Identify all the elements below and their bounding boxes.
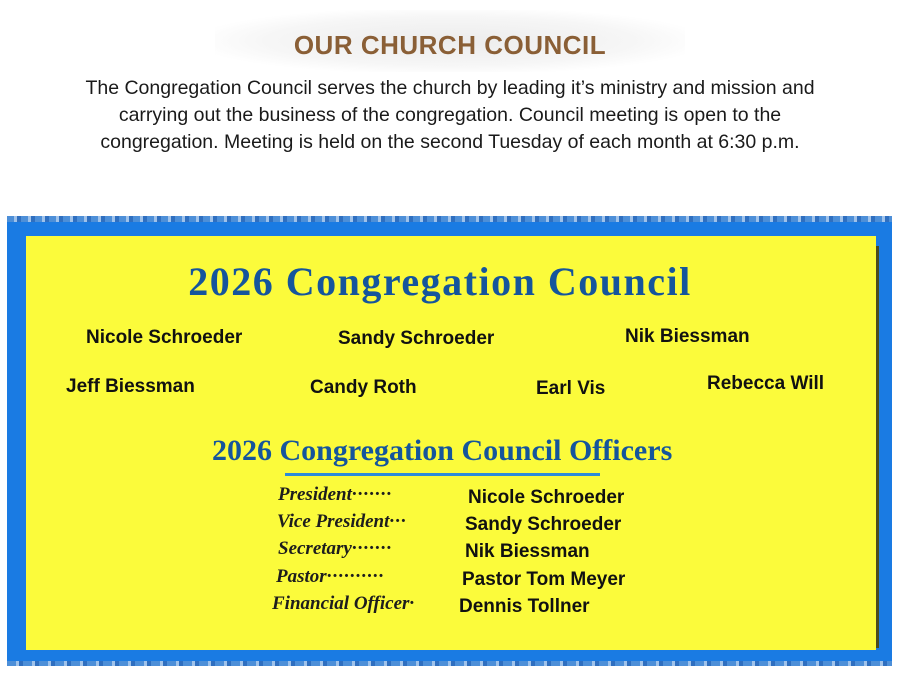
council-member: Candy Roth: [310, 377, 417, 398]
intro-line: congregation. Meeting is held on the second Tuesday of each month at 6:30 p.m.: [100, 131, 800, 153]
leader-dots: ··········: [326, 566, 385, 587]
officer-role: [272, 593, 415, 615]
intro-paragraph: [8, 75, 892, 156]
officer-name: Sandy Schroeder: [465, 514, 622, 535]
officer-role: [277, 511, 407, 533]
officer-role: [276, 566, 384, 588]
leader-dots: ·······: [351, 538, 393, 559]
officer-role-label: Financial Officer: [272, 593, 410, 614]
leader-dots: ·: [409, 593, 416, 614]
officer-role-label: Pastor: [276, 566, 327, 587]
council-member: Jeff Biessman: [66, 376, 195, 397]
leader-dots: ···: [389, 511, 407, 532]
officer-role-label: Vice President: [277, 511, 390, 532]
frame-top-border: [7, 216, 892, 222]
officers-title: 2026 Congregation Council Officers: [212, 434, 673, 467]
officer-name: Dennis Tollner: [459, 596, 590, 617]
frame-bottom-border: [7, 661, 892, 666]
page-title: OUR CHURCH COUNCIL: [293, 30, 607, 60]
council-member: Nik Biessman: [625, 326, 750, 347]
officer-role: [278, 538, 392, 560]
intro-line: carrying out the business of the congregation. Council meeting is open to the: [118, 104, 782, 126]
leader-dots: ·······: [351, 484, 393, 505]
officer-name: Nicole Schroeder: [468, 487, 625, 508]
council-member: Nicole Schroeder: [86, 327, 243, 348]
officer-role: [278, 484, 392, 506]
council-member: Sandy Schroeder: [338, 328, 495, 349]
intro-line: The Congregation Council serves the church by leading it’s ministry and mission and: [85, 77, 815, 99]
officer-role-label: President: [278, 484, 352, 505]
officer-name: Pastor Tom Meyer: [462, 569, 626, 590]
officer-role-label: Secretary: [278, 538, 352, 559]
officers-title-underline: [285, 473, 600, 476]
council-member: Earl Vis: [536, 378, 606, 399]
officer-name: Nik Biessman: [465, 541, 590, 562]
council-title: 2026 Congregation Council: [188, 259, 692, 304]
council-member: Rebecca Will: [707, 373, 825, 394]
